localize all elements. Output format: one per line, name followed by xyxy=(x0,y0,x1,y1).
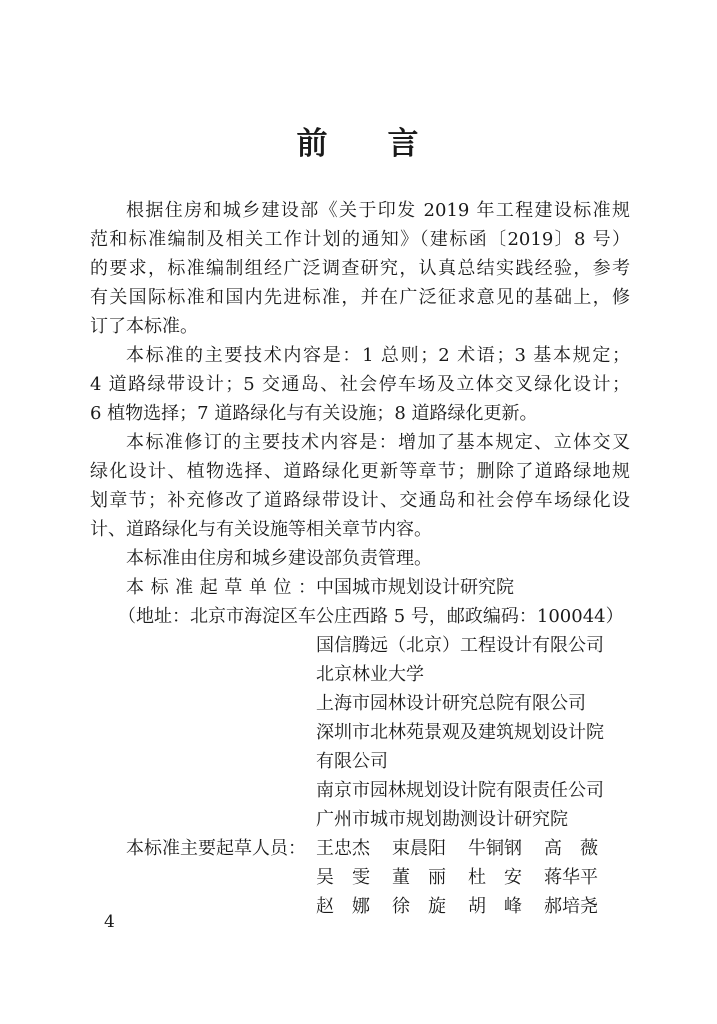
main-unit-address: （地址：北京市海淀区车公庄西路 5 号，邮政编码：100044） xyxy=(118,606,624,627)
paragraph-3-line-3: 划章节；补充修改了道路绿带设计、交通岛和社会停车场绿化设 xyxy=(90,490,630,511)
drafting-units-label: 本标准起草单位： xyxy=(126,577,316,598)
paragraph-4: 本标准由住房和城乡建设部负责管理。 xyxy=(126,548,432,569)
drafter-name: 束晨阳 xyxy=(392,838,446,859)
drafters-row-1 xyxy=(316,835,616,863)
drafters-row-2 xyxy=(316,864,616,892)
paragraph-2-line-3: 6 植物选择；7 道路绿化与有关设施；8 道路绿化更新。 xyxy=(90,403,538,424)
drafting-unit-2: 北京林业大学 xyxy=(316,664,424,685)
drafter-name: 吴 雯 xyxy=(316,867,370,888)
title-char-1: 前 xyxy=(296,126,330,162)
drafting-unit-1: 国信腾远（北京）工程设计有限公司 xyxy=(316,635,604,656)
drafting-unit-6: 广州市城市规划勘测设计研究院 xyxy=(316,809,568,830)
paragraph-1-line-4: 有关国际标准和国内先进标准，并在广泛征求意见的基础上，修 xyxy=(90,287,630,308)
drafter-name: 牛铜钢 xyxy=(468,838,522,859)
paragraph-2-line-2: 4 道路绿带设计；5 交通岛、社会停车场及立体交叉绿化设计； xyxy=(90,374,630,395)
main-drafting-unit: 中国城市规划设计研究院 xyxy=(316,577,514,598)
drafting-unit-4: 深圳市北林苑景观及建筑规划设计院 xyxy=(316,722,604,743)
title-char-2: 言 xyxy=(387,126,421,162)
drafter-name: 杜 安 xyxy=(468,867,522,888)
drafting-unit-4-continued: 有限公司 xyxy=(316,751,388,772)
drafter-name: 董 丽 xyxy=(392,867,446,888)
page-title xyxy=(0,118,717,163)
drafters-label: 本标准主要起草人员： xyxy=(126,838,306,859)
paragraph-2-line-1: 本标准的主要技术内容是：1 总则；2 术语；3 基本规定； xyxy=(126,345,630,366)
drafter-name: 蒋华平 xyxy=(544,867,598,888)
drafter-name: 徐 旋 xyxy=(392,896,446,917)
paragraph-1-line-1: 根据住房和城乡建设部《关于印发 2019 年工程建设标准规 xyxy=(126,200,630,221)
paragraph-1-line-3: 的要求，标准编制组经广泛调查研究，认真总结实践经验，参考 xyxy=(90,258,630,279)
paragraph-3-line-1: 本标准修订的主要技术内容是：增加了基本规定、立体交叉 xyxy=(126,432,630,453)
drafter-name: 王忠杰 xyxy=(316,838,370,859)
paragraph-3-line-2: 绿化设计、植物选择、道路绿化更新等章节；删除了道路绿地规 xyxy=(90,461,630,482)
drafter-name: 高 薇 xyxy=(544,838,598,859)
drafter-name: 赵 娜 xyxy=(316,896,370,917)
drafter-name: 胡 峰 xyxy=(468,896,522,917)
page-number: 4 xyxy=(104,912,115,932)
drafter-name: 郝培尧 xyxy=(544,896,598,917)
drafting-unit-5: 南京市园林规划设计院有限责任公司 xyxy=(316,780,604,801)
drafters-row-3 xyxy=(316,893,616,921)
drafting-unit-3: 上海市园林设计研究总院有限公司 xyxy=(316,693,586,714)
paragraph-3-line-4: 计、道路绿化与有关设施等相关章节内容。 xyxy=(90,519,432,540)
paragraph-1-line-2: 范和标准编制及相关工作计划的通知》（建标函〔2019〕8 号） xyxy=(90,229,630,250)
paragraph-1-line-5: 订了本标准。 xyxy=(90,316,198,337)
